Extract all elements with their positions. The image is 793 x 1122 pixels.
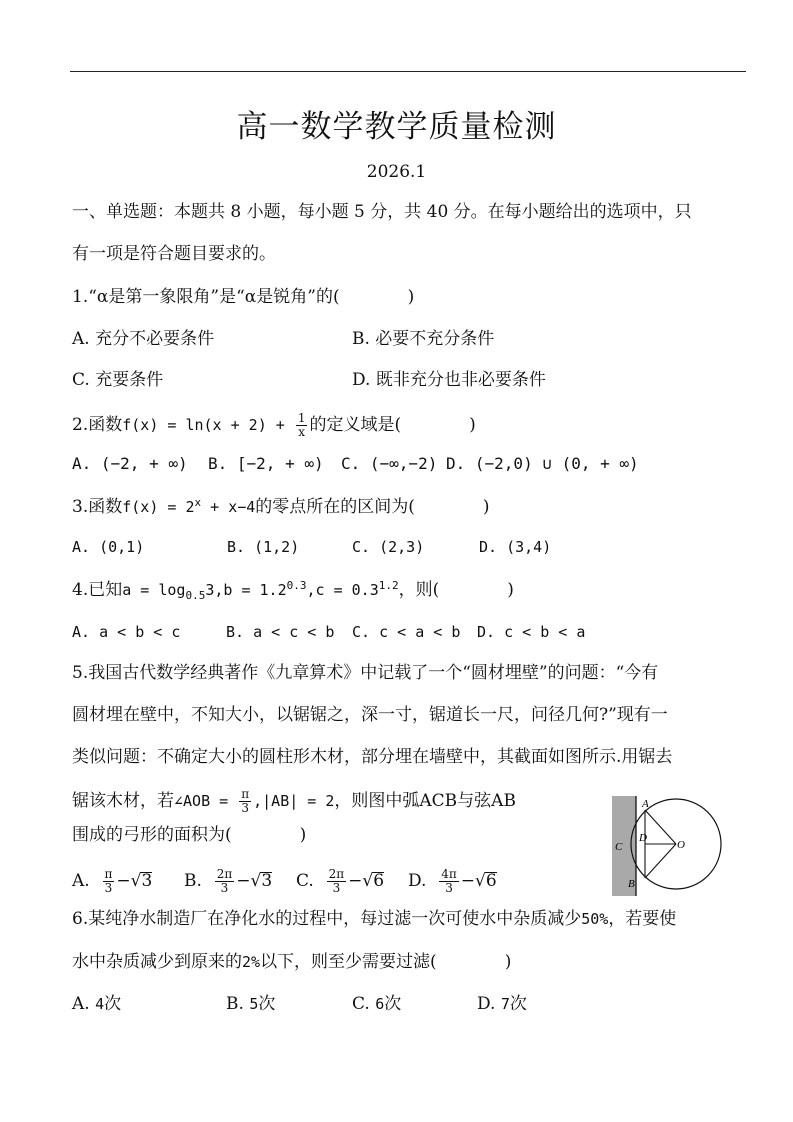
q5-d-root: 6 bbox=[485, 871, 497, 892]
q5-c-den: 3 bbox=[332, 881, 341, 896]
q4-option-d: D. c < b < a bbox=[477, 623, 586, 641]
q5-d-den: 3 bbox=[445, 881, 453, 896]
q5-line4 bbox=[72, 788, 516, 815]
q5-b-fraction bbox=[215, 868, 235, 895]
q2-fraction-num: 1 bbox=[297, 411, 306, 425]
section-instruction-line2: 有一项是符合题目要求的。 bbox=[72, 244, 276, 264]
q6-c-unit: 次 bbox=[384, 994, 402, 1014]
q5-c-label: C. bbox=[296, 871, 314, 892]
q2-fraction-den: x bbox=[298, 425, 306, 440]
q5-a-root: 3 bbox=[141, 871, 153, 892]
q5-option-c: C. $\frac{2\pi}{3}$ −√6 bbox=[296, 867, 385, 896]
q3-option-b: B. (1,2) bbox=[227, 538, 300, 556]
q5-line2: 圆材埋在壁中，不知大小，以锯锯之，深一寸，锯道长一尺，问径几何?”现有一 bbox=[72, 705, 668, 725]
q4-option-b: B. a < c < b bbox=[226, 623, 335, 641]
q5-c-root: 6 bbox=[373, 871, 385, 892]
q5-a-num: π bbox=[104, 867, 113, 881]
q5-a-fraction bbox=[103, 868, 115, 895]
q1-option-c: C. 充要条件 bbox=[72, 370, 164, 390]
q3-option-d: D. (3,4) bbox=[479, 538, 552, 556]
q2-option-d: D. (−2,0) ∪ (0, + ∞) bbox=[446, 454, 639, 473]
q6-b-label: B. bbox=[226, 994, 244, 1014]
q3-expr1: f(x) = 2 bbox=[122, 498, 195, 516]
q4-log-base: 0.5 bbox=[185, 589, 206, 602]
q1-option-b: B. 必要不充分条件 bbox=[352, 329, 495, 349]
q5-c-num: 2π bbox=[328, 867, 345, 881]
q5-option-d: D. $\frac{4\pi}{3}$ −√6 bbox=[408, 867, 497, 896]
q3-expression bbox=[122, 498, 255, 516]
q4-c-exponent: 1.2 bbox=[378, 579, 399, 592]
q6-line2-post: 以下，则至少需要过滤( ) bbox=[260, 952, 512, 972]
q6-option-a bbox=[72, 996, 121, 1013]
q5-three: 3 bbox=[241, 801, 249, 816]
q5-option-b: B. $\frac{2\pi}{3}$ −√3 bbox=[184, 867, 273, 896]
segment-ob bbox=[645, 844, 676, 878]
q5-option-a: A. $\frac{\pi}{3}$ −√3 bbox=[72, 867, 153, 896]
q3-option-a: A. (0,1) bbox=[72, 538, 145, 556]
q5-b-num: 2π bbox=[216, 867, 233, 881]
q3-exponent: x bbox=[194, 496, 202, 509]
q6-percent-reduction: 50% bbox=[581, 910, 609, 928]
q1-option-d: D. 既非充分也非必要条件 bbox=[352, 370, 546, 390]
q5-chord-length: ,|AB| = 2 bbox=[253, 792, 335, 811]
q4-expression bbox=[122, 579, 399, 602]
q4-prefix: 4.已知 bbox=[72, 580, 123, 600]
q4-a-expr: a = log bbox=[122, 581, 186, 599]
q5-b-label: B. bbox=[184, 871, 202, 892]
q6-a-label: A. bbox=[72, 994, 90, 1014]
q6-option-c bbox=[352, 996, 401, 1013]
q1-stem: 1.“α是第一象限角”是“α是锐角”的( ) bbox=[72, 287, 415, 307]
q6-d-label: D. bbox=[477, 994, 496, 1014]
q5-line4-post: ，则图中弧ACB与弦AB bbox=[334, 791, 516, 812]
q5-a-label: A. bbox=[72, 871, 90, 892]
q5-circle-figure bbox=[609, 794, 731, 898]
q5-c-fraction bbox=[327, 868, 347, 895]
q2-stem bbox=[72, 412, 476, 439]
q5-pi: π bbox=[241, 787, 250, 801]
q4-c-expr: ,c = 0.3 bbox=[306, 581, 379, 599]
label-b: B bbox=[628, 878, 635, 890]
q5-b-root: 3 bbox=[261, 871, 273, 892]
q5-angle: ∠AOB = bbox=[174, 792, 238, 811]
q5-d-fraction bbox=[439, 868, 459, 895]
q2-expression: f(x) = ln(x + 2) + bbox=[122, 416, 294, 435]
label-c: C bbox=[615, 841, 623, 853]
q5-d-num: 4π bbox=[441, 867, 457, 881]
q5-d-label: D. bbox=[408, 871, 427, 892]
q2-prefix: 2.函数 bbox=[72, 415, 123, 436]
q6-b-number: 5 bbox=[249, 995, 259, 1013]
q6-line1-post: ，若要使 bbox=[608, 909, 677, 929]
q3-expr2: + x−4 bbox=[201, 498, 256, 516]
q6-option-b bbox=[226, 996, 275, 1013]
q4-option-a: A. a < b < c bbox=[72, 623, 181, 641]
q4-option-c: C. c < a < b bbox=[352, 623, 461, 641]
q4-b-exponent: 0.3 bbox=[286, 579, 307, 592]
section-instruction-line1: 一、单选题：本题共 8 小题，每小题 5 分，共 40 分。在每小题给出的选项中，只 bbox=[72, 202, 692, 222]
exam-date: 2026.1 bbox=[366, 162, 427, 182]
q6-option-d bbox=[477, 996, 527, 1013]
q5-line1: 5.我国古代数学经典著作《九章算术》中记载了一个“圆材埋壁”的问题：“今有 bbox=[72, 663, 659, 683]
segment-oa bbox=[645, 810, 676, 844]
q6-c-label: C. bbox=[352, 994, 370, 1014]
header-rule bbox=[70, 71, 746, 72]
q3-suffix: 的零点所在的区间为( ) bbox=[255, 497, 490, 517]
q2-fraction bbox=[296, 412, 308, 439]
label-d: D bbox=[639, 832, 647, 844]
q6-a-number: 4 bbox=[95, 995, 105, 1013]
q5-angle-fraction bbox=[239, 788, 251, 815]
q6-line1-pre: 6.某纯净水制造厂在净化水的过程中，每过滤一次可使水中杂质减少 bbox=[72, 909, 582, 929]
q4-stem bbox=[72, 580, 514, 601]
q5-line3: 类似问题：不确定大小的圆柱形木材，部分埋在墙壁中，其截面如图所示.用锯去 bbox=[72, 747, 673, 767]
q6-b-unit: 次 bbox=[258, 994, 276, 1014]
q2-suffix: 的定义域是( ) bbox=[309, 415, 476, 436]
q6-d-number: 7 bbox=[500, 995, 510, 1013]
q5-a-den: 3 bbox=[104, 881, 113, 896]
q4-suffix: ，则( ) bbox=[398, 580, 514, 600]
label-a: A bbox=[642, 798, 649, 810]
q3-option-c: C. (2,3) bbox=[352, 538, 425, 556]
q3-prefix: 3.函数 bbox=[72, 497, 123, 517]
q6-c-number: 6 bbox=[375, 995, 385, 1013]
q5-line4-pre: 锯该木材，若 bbox=[72, 791, 174, 812]
q5-b-den: 3 bbox=[220, 881, 229, 896]
q6-a-unit: 次 bbox=[104, 994, 122, 1014]
q4-b-expr: ,b = 1.2 bbox=[214, 581, 287, 599]
q2-option-a: A. (−2, + ∞) bbox=[72, 454, 188, 473]
q5-line5: 围成的弓形的面积为( ) bbox=[72, 825, 307, 845]
q3-stem bbox=[72, 497, 490, 516]
q6-d-unit: 次 bbox=[509, 994, 527, 1014]
page-title: 高一数学教学质量检测 bbox=[236, 109, 557, 145]
q2-option-b: B. [−2, + ∞) bbox=[208, 454, 324, 473]
label-o: O bbox=[677, 839, 685, 851]
q6-line1 bbox=[72, 911, 676, 928]
q4-a-tail: 3 bbox=[205, 581, 215, 599]
q6-percent-target: 2% bbox=[242, 953, 261, 971]
q6-line2-pre: 水中杂质减少到原来的 bbox=[72, 952, 242, 972]
q1-option-a: A. 充分不必要条件 bbox=[72, 329, 215, 349]
q6-line2 bbox=[72, 954, 511, 971]
q2-option-c: C. (−∞,−2) bbox=[341, 454, 438, 473]
